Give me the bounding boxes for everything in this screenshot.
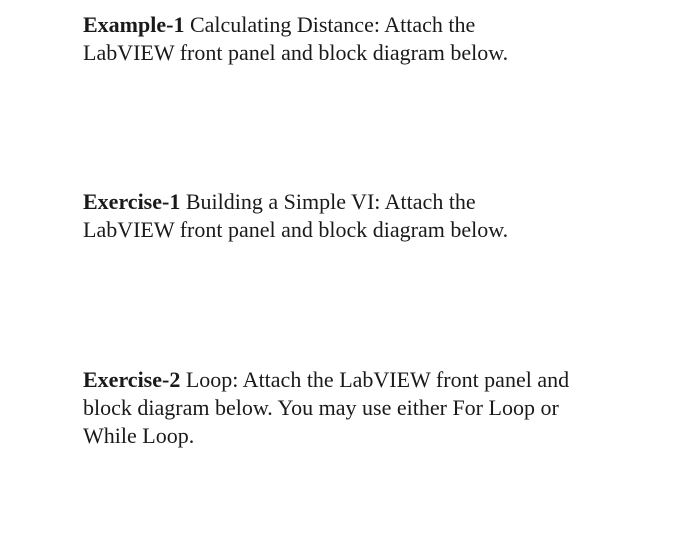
exercise-1-text-line-2: LabVIEW front panel and block diagram below.: [83, 217, 509, 242]
paragraph-line: [83, 366, 643, 394]
exercise-2-text-line-3: While Loop.: [83, 423, 195, 448]
exercise-2-text-line-1: Loop: Attach the LabVIEW front panel and: [180, 367, 570, 392]
exercise-2-heading: Exercise-2: [83, 367, 181, 392]
example-1-paragraph: [83, 11, 643, 67]
exercise-1-heading: Exercise-1: [83, 189, 181, 214]
exercise-2-paragraph: [83, 366, 643, 450]
example-1-heading: Example-1: [83, 12, 185, 37]
exercise-1-paragraph: [83, 188, 643, 244]
paragraph-line: [83, 188, 643, 216]
example-1-text-line-1: Calculating Distance: Attach the: [184, 12, 476, 37]
paragraph-line: [83, 11, 643, 39]
exercise-2-text-line-2: block diagram below. You may use either For Loop or: [83, 395, 559, 420]
example-1-text-line-2: LabVIEW front panel and block diagram below.: [83, 40, 509, 65]
exercise-1-text-line-1: Building a Simple VI: Attach the: [180, 189, 476, 214]
